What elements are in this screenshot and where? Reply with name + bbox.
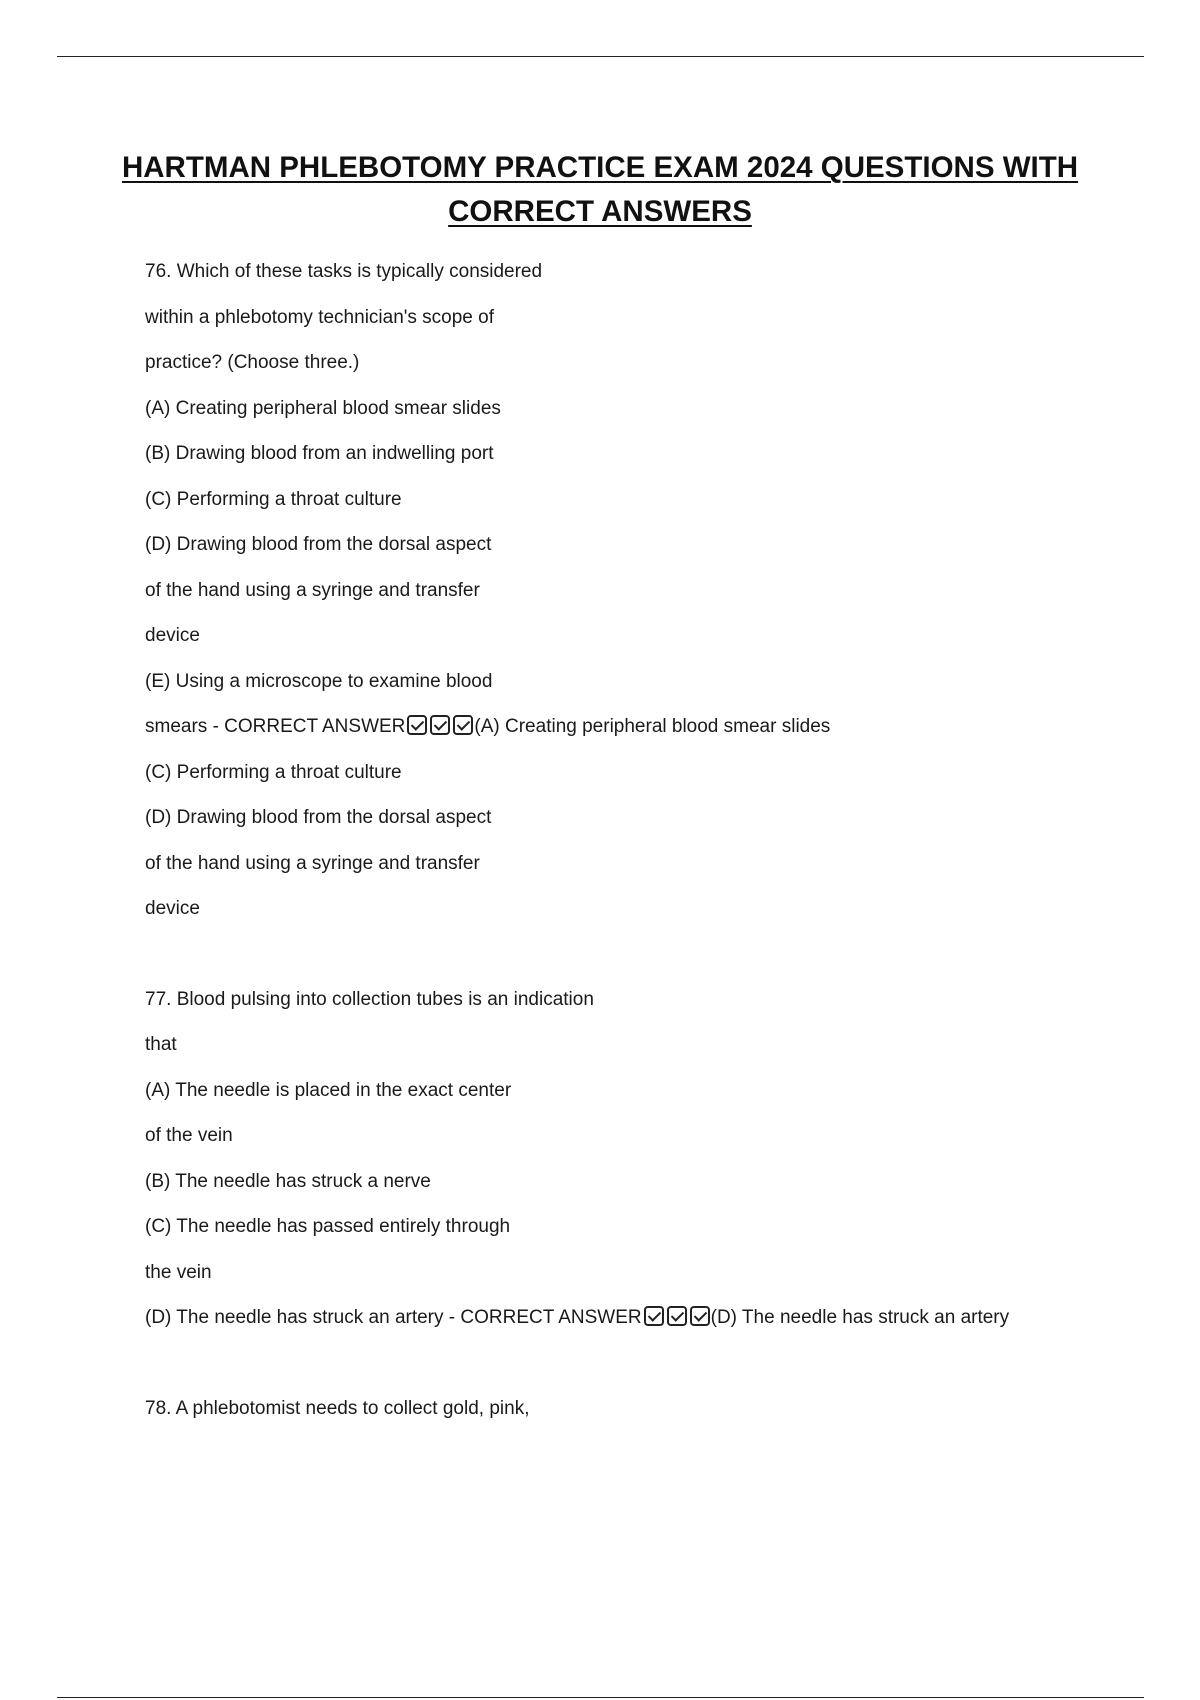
answer-line: of the hand using a syringe and transfer — [145, 852, 480, 874]
check-box-icon — [407, 715, 427, 735]
option-line: (A) Creating peripheral blood smear slides — [145, 397, 501, 419]
spacer — [145, 932, 1145, 977]
question-78 — [145, 1386, 1145, 1432]
title-line-1: HARTMAN PHLEBOTOMY PRACTICE EXAM 2024 QUESTIONS WITH — [121, 151, 1079, 184]
correct-answer-label: (D) The needle has struck an artery - CORRECT ANSWER — [145, 1307, 642, 1328]
option-line: (B) Drawing blood from an indwelling port — [145, 443, 494, 464]
check-box-icon — [644, 1306, 664, 1326]
correct-answer-line — [145, 1295, 1145, 1341]
spacer — [145, 1341, 1145, 1386]
correct-answer-line — [145, 704, 1145, 750]
option-line: (E) Using a microscope to examine blood — [145, 670, 493, 692]
question-line: 78. A phlebotomist needs to collect gold, pink, — [145, 1397, 530, 1419]
check-box-icon — [690, 1306, 710, 1326]
correct-answer-text: (D) The needle has struck an artery — [710, 1307, 1010, 1328]
title-line-2: CORRECT ANSWERS — [448, 195, 752, 228]
option-line: (A) The needle is placed in the exact center — [145, 1079, 512, 1101]
option-line: (C) The needle has passed entirely through — [145, 1216, 511, 1237]
option-line: (B) The needle has struck a nerve — [145, 1170, 431, 1192]
footer-rule — [57, 1697, 1144, 1698]
option-line: device — [145, 625, 200, 646]
correct-answer-label: smears - CORRECT ANSWER — [145, 716, 406, 737]
option-line: (C) Performing a throat culture — [145, 488, 402, 510]
answer-line: device — [145, 898, 200, 919]
check-box-icon — [453, 715, 473, 735]
correct-answer-text: (A) Creating peripheral blood smear slides — [474, 716, 831, 737]
question-line: that — [145, 1034, 177, 1055]
header-rule — [57, 56, 1144, 57]
option-line: the vein — [145, 1261, 212, 1283]
option-line: of the vein — [145, 1125, 233, 1146]
question-76 — [145, 249, 1145, 932]
question-list — [145, 249, 1145, 1431]
question-line: practice? (Choose three.) — [145, 352, 360, 373]
answer-line: (C) Performing a throat culture — [145, 761, 402, 783]
page-title — [100, 146, 1100, 234]
option-line: of the hand using a syringe and transfer — [145, 579, 480, 601]
check-box-icon — [667, 1306, 687, 1326]
question-line: within a phlebotomy technician's scope of — [145, 306, 494, 328]
question-line: 76. Which of these tasks is typically considered — [145, 261, 543, 282]
answer-line: (D) Drawing blood from the dorsal aspect — [145, 807, 492, 828]
question-77 — [145, 977, 1145, 1341]
option-line: (D) Drawing blood from the dorsal aspect — [145, 534, 492, 555]
question-line: 77. Blood pulsing into collection tubes is an indication — [145, 988, 594, 1010]
check-box-icon — [430, 715, 450, 735]
